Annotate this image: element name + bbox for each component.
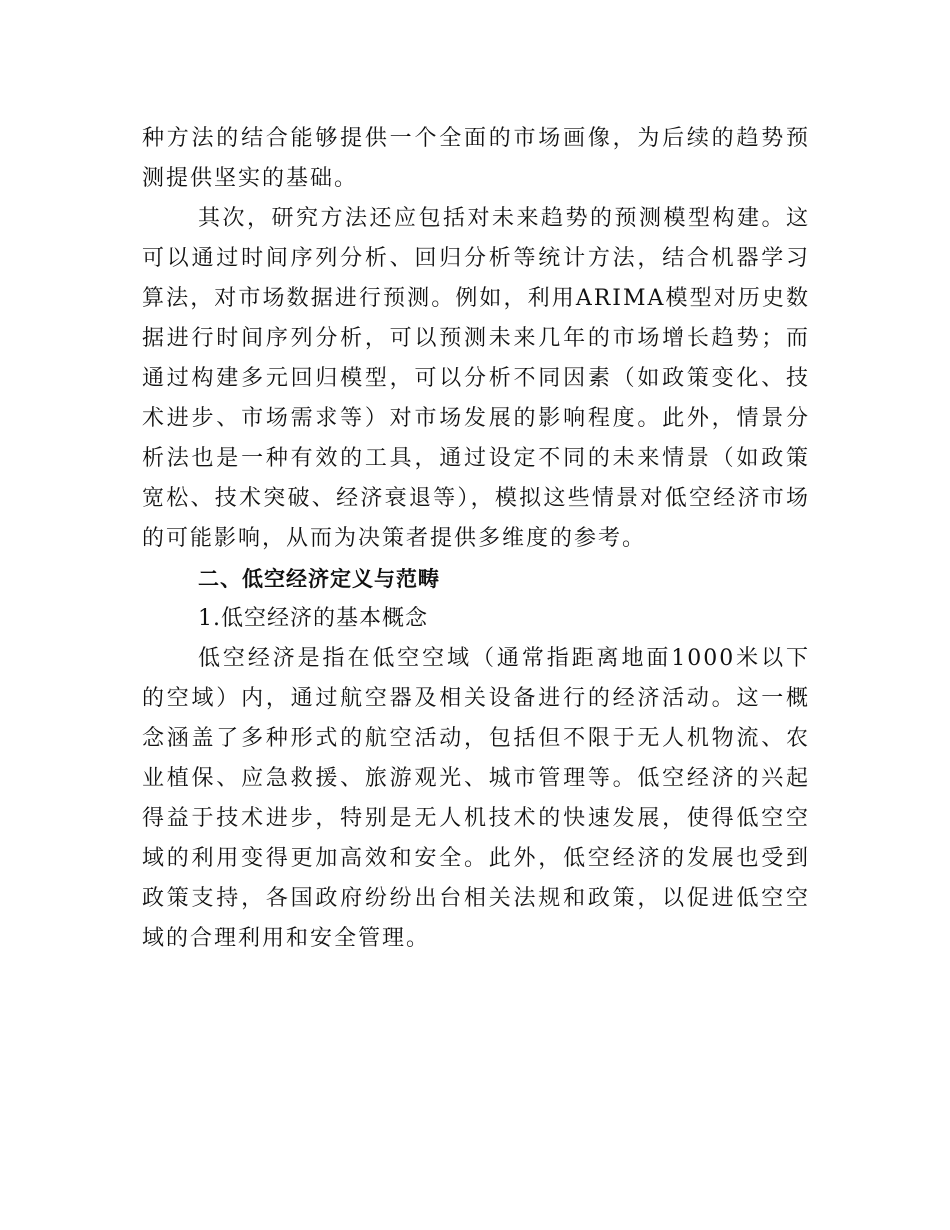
paragraph-basic-concept: 低空经济是指在低空空域（通常指距离地面1000米以下的空域）内，通过航空器及相关设备进行的经济活动。这一概念涵盖了多种形式的航空活动，包括但不限于无人机物流、农业植保、应急救援、旅游观光、城市管理等。低空经济的兴起得益于技术进步，特别是无人机技术的快速发展，使得低空空域的利用变得更加高效和安全。此外，低空经济的发展也受到政策支持，各国政府纷纷出台相关法规和政策，以促进低空空域的合理利用和安全管理。 [142,646,810,951]
paragraph-research-methods: 其次，研究方法还应包括对未来趋势的预测模型构建。这可以通过时间序列分析、回归分析等统计方法，结合机器学习算法，对市场数据进行预测。例如，利用ARIMA模型对历史数据进行时间序列分析，可以预测未来几年的市场增长趋势；而通过构建多元回归模型，可以分析不同因素（如政策变化、技术进步、市场需求等）对市场发展的影响程度。此外，情景分析法也是一种有效的工具，通过设定不同的未来情景（如政策宽松、技术突破、经济衰退等），模拟这些情景对低空经济市场的可能影响，从而为决策者提供多维度的参考。 [142,206,810,551]
subsection-heading: 1.低空经济的基本概念 [198,606,428,631]
document-body [142,119,810,959]
paragraph-continuation: 种方法的结合能够提供一个全面的市场画像，为后续的趋势预测提供坚实的基础。 [142,126,810,191]
section-heading: 二、低空经济定义与范畴 [198,567,440,591]
